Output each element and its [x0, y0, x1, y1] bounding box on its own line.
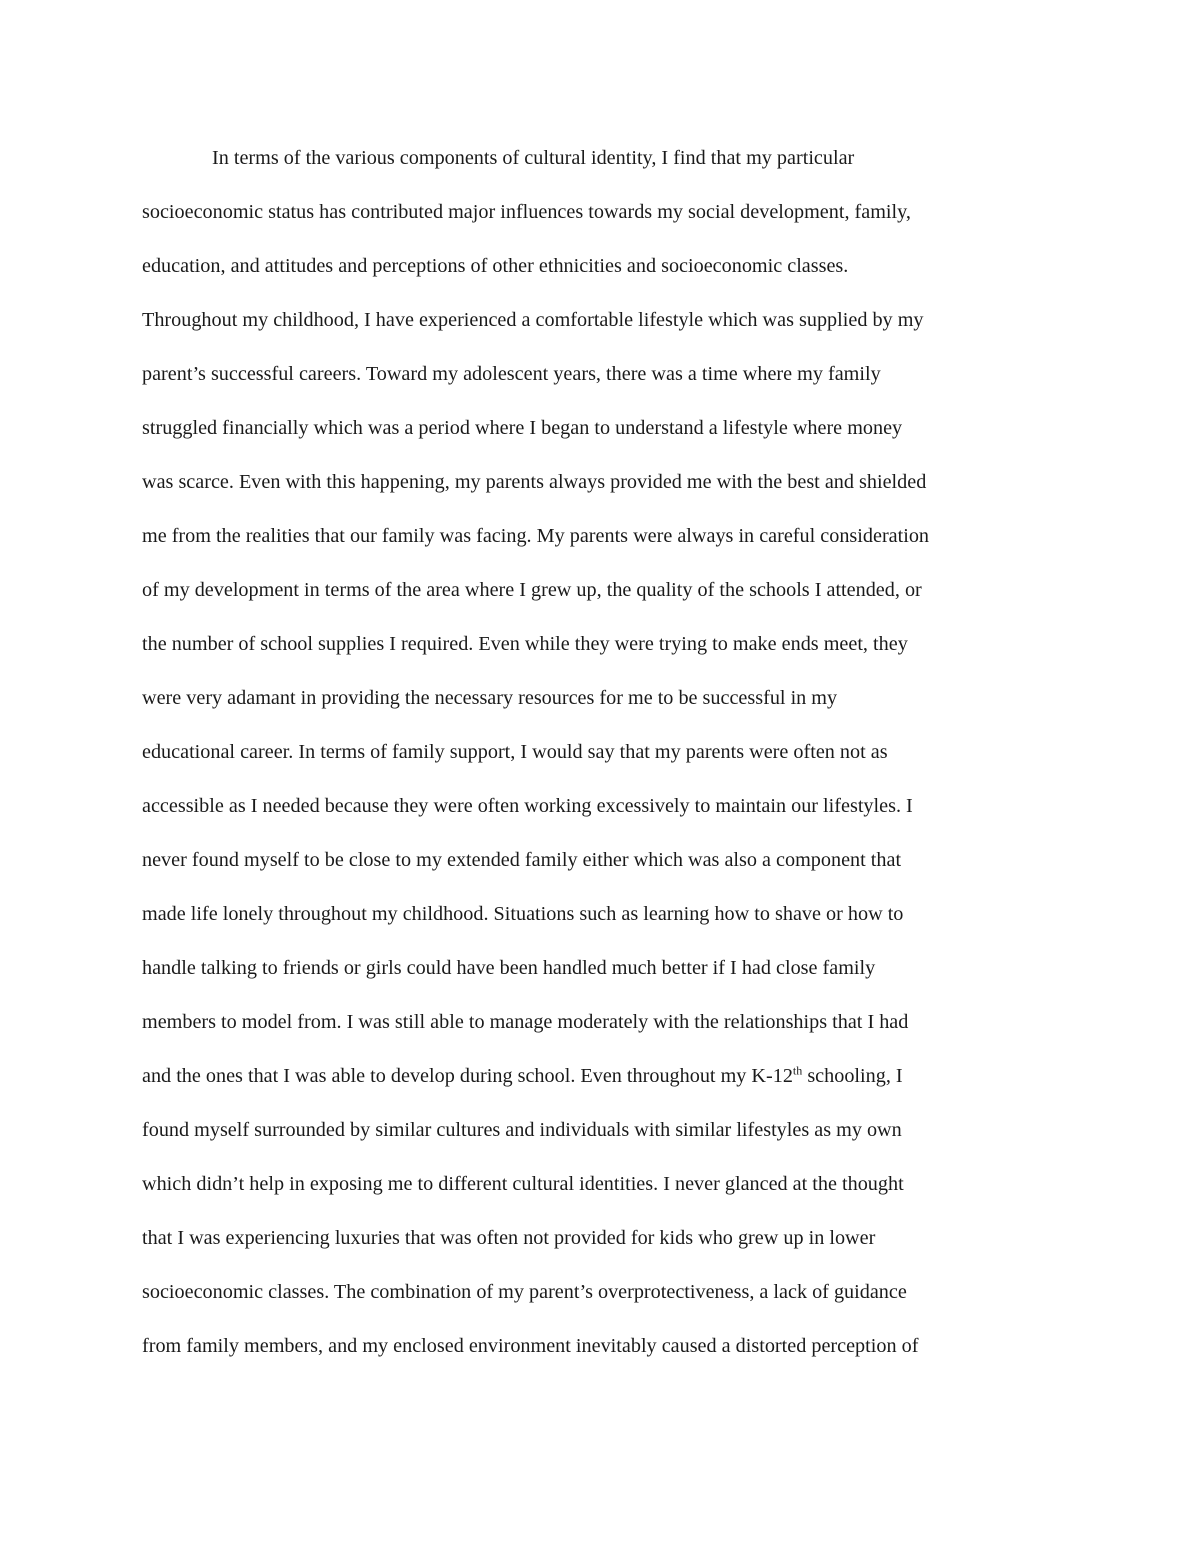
text-line: that I was experiencing luxuries that was often not provided for kids who grew up in lower — [142, 1227, 876, 1249]
text-line: made life lonely throughout my childhood. Situations such as learning how to shave or how to — [142, 903, 904, 925]
text-line: struggled financially which was a period where I began to understand a lifestyle where money — [142, 417, 903, 439]
text-line-with-superscript — [142, 1058, 1072, 1112]
text-line: members to model from. I was still able to manage moderately with the relationships that I had — [142, 1011, 909, 1033]
text-line: were very adamant in providing the necessary resources for me to be successful in my — [142, 687, 838, 709]
text-line: the number of school supplies I required. Even while they were trying to make ends meet, they — [142, 633, 908, 655]
text-line: educational career. In terms of family support, I would say that my parents were often not as — [142, 741, 888, 763]
text-line-main: and the ones that I was able to develop during school. Even throughout my K-12 — [142, 1065, 793, 1087]
text-line: education, and attitudes and perceptions of other ethnicities and socioeconomic classes. — [142, 255, 849, 277]
text-line: Throughout my childhood, I have experienced a comfortable lifestyle which was supplied by my — [142, 309, 924, 331]
text-line: accessible as I needed because they were often working excessively to maintain our lifestyles. I — [142, 795, 913, 817]
text-line: handle talking to friends or girls could have been handled much better if I had close family — [142, 957, 876, 979]
text-line: In terms of the various components of cultural identity, I find that my particular — [212, 147, 855, 169]
ordinal-superscript: th — [792, 1063, 803, 1078]
text-line: from family members, and my enclosed environment inevitably caused a distorted perception of — [142, 1335, 919, 1357]
text-line: which didn’t help in exposing me to different cultural identities. I never glanced at the thought — [142, 1173, 904, 1195]
text-line: never found myself to be close to my extended family either which was also a component that — [142, 849, 902, 871]
text-line: socioeconomic status has contributed major influences towards my social development, family, — [142, 201, 911, 223]
text-line: socioeconomic classes. The combination of my parent’s overprotectiveness, a lack of guidance — [142, 1281, 907, 1303]
essay-paragraph — [142, 140, 1072, 1382]
text-line: of my development in terms of the area where I grew up, the quality of the schools I attended, or — [142, 579, 922, 601]
text-line: found myself surrounded by similar cultures and individuals with similar lifestyles as my own — [142, 1119, 902, 1141]
text-line: parent’s successful careers. Toward my adolescent years, there was a time where my family — [142, 363, 881, 385]
text-line-tail: schooling, I — [802, 1065, 903, 1087]
text-line: me from the realities that our family was facing. My parents were always in careful consideration — [142, 525, 930, 547]
text-line: was scarce. Even with this happening, my parents always provided me with the best and shielded — [142, 471, 927, 493]
